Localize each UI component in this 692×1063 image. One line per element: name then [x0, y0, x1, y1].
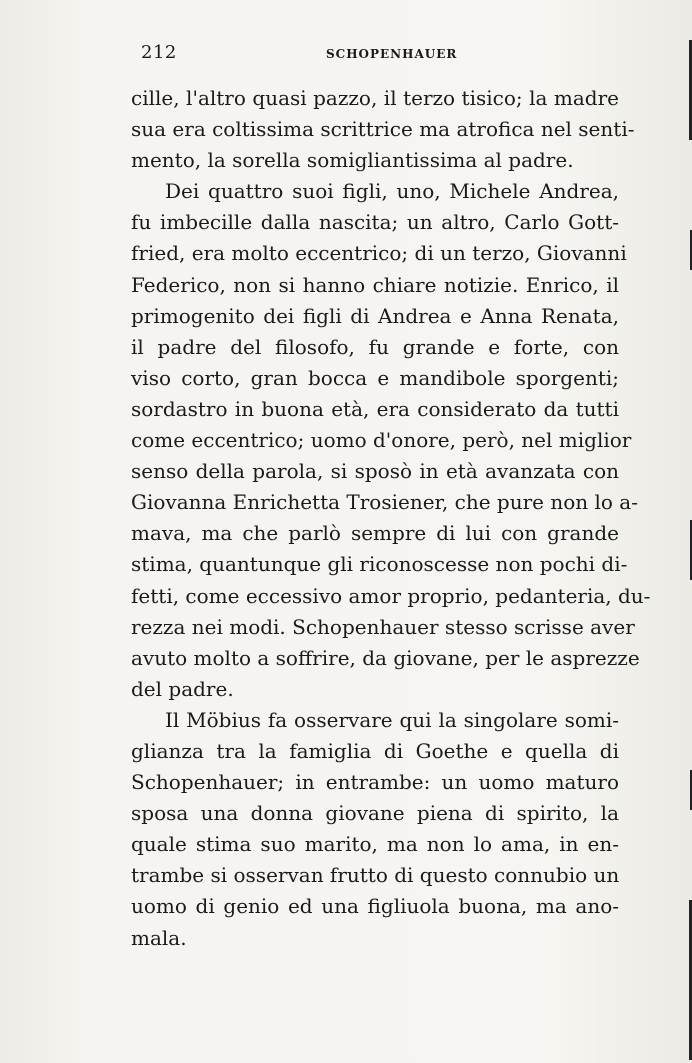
text-line: il padre del filosofo, fu grande e forte, con — [131, 334, 619, 359]
text-line: Dei quattro suoi figli, uno, Michele Andrea, — [165, 179, 619, 204]
page-header — [0, 40, 692, 70]
text-line: sordastro in buona età, era considerato da tutti — [131, 396, 619, 421]
text-line: Giovanna Enrichetta Trosiener, che pure non lo a- — [131, 490, 638, 515]
text-line: uomo di genio ed una figliuola buona, ma ano- — [131, 894, 619, 919]
text-line: viso corto, gran bocca e mandibole sporgenti; — [131, 365, 619, 390]
text-line: senso della parola, si sposò in età avanzata con — [131, 459, 619, 484]
text-line: sposa una donna giovane piena di spirito, la — [131, 801, 619, 826]
text-line: glianza tra la famiglia di Goethe e quella di — [131, 738, 619, 763]
text-line: Il Möbius fa osservare qui la singolare somi- — [165, 707, 619, 732]
text-line: Federico, non si hanno chiare notizie. Enrico, il — [131, 272, 619, 297]
text-line: Schopenhauer; in entrambe: un uomo maturo — [131, 770, 619, 795]
text-line: come eccentrico; uomo d'onore, però, nel miglior — [131, 428, 632, 453]
running-title: SCHOPENHAUER — [326, 47, 458, 61]
text-line: cille, l'altro quasi pazzo, il terzo tisico; la madre — [131, 86, 619, 110]
page-number: 212 — [141, 42, 177, 63]
text-line: mava, ma che parlò sempre di lui con grande — [131, 521, 619, 546]
text-line: del padre. — [131, 676, 234, 701]
text-line: quale stima suo marito, ma non lo ama, in en- — [131, 832, 619, 857]
body-text — [131, 83, 651, 954]
text-line: stima, quantunque gli riconoscesse non pochi di- — [131, 552, 628, 577]
text-line: fetti, come eccessivo amor proprio, pedanteria, du- — [131, 583, 651, 608]
text-line: mala. — [131, 925, 187, 950]
text-line: mento, la sorella somigliantissima al padre. — [131, 148, 574, 173]
text-line: sua era coltissima scrittrice ma atrofica nel senti- — [131, 117, 635, 142]
text-line: avuto molto a soffrire, da giovane, per le asprezze — [131, 645, 640, 670]
text-line: fu imbecille dalla nascita; un altro, Carlo Gott- — [131, 210, 619, 235]
text-line: fried, era molto eccentrico; di un terzo, Giovanni — [131, 241, 627, 266]
text-line: rezza nei modi. Schopenhauer stesso scrisse aver — [131, 614, 635, 639]
text-line: primogenito dei figli di Andrea e Anna Renata, — [131, 303, 619, 328]
text-line: trambe si osservan frutto di questo connubio un — [131, 863, 620, 888]
